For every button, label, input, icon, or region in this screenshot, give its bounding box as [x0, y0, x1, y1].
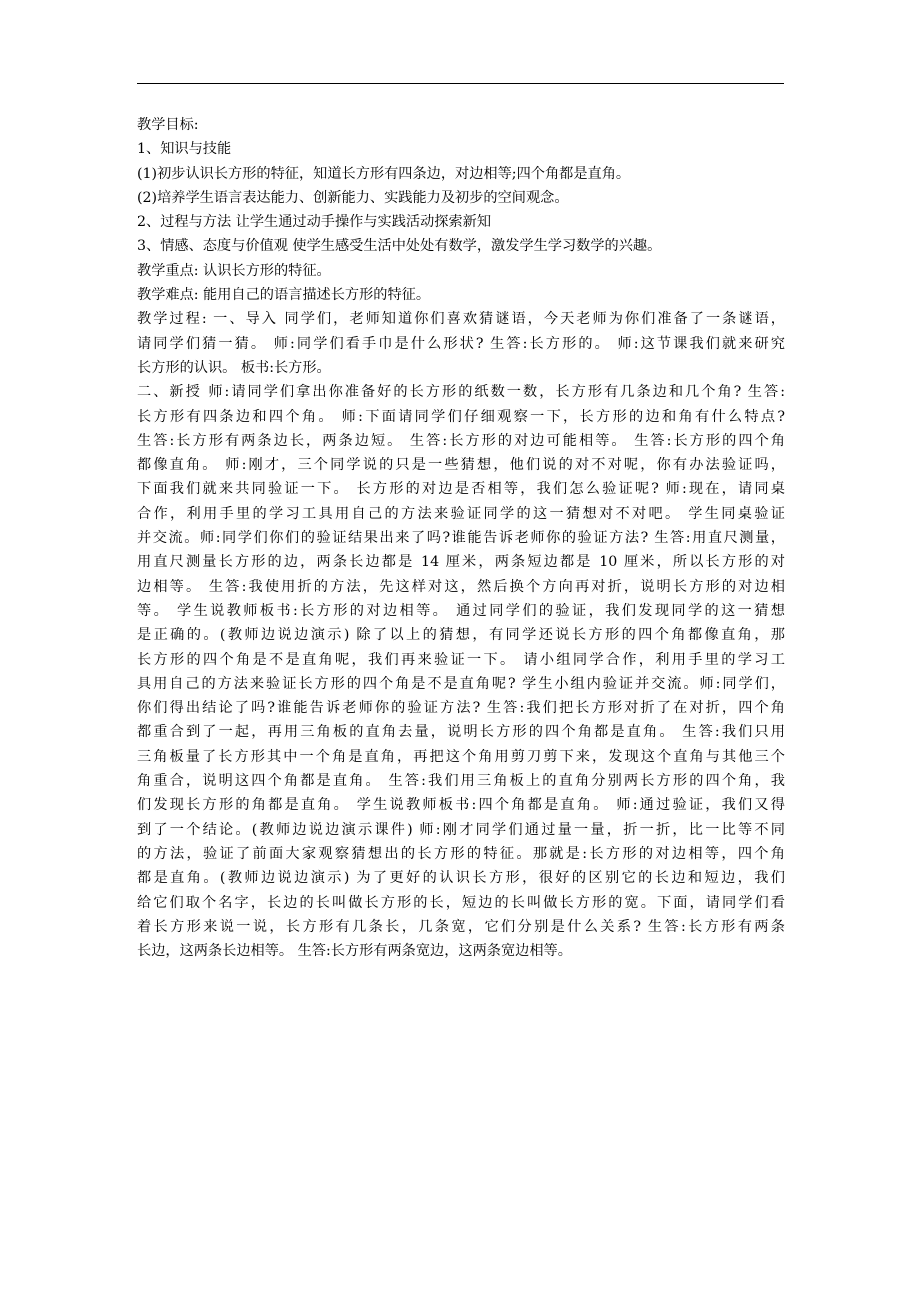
- text-line: 生答:长方形有两条边长，两条边短。 生答:长方形的对边可能相等。 生答:长方形的四个角: [137, 432, 785, 449]
- text-line: 着长方形来说一说，长方形有几条长，几条宽，它们分别是什么关系? 生答:长方形有两条: [137, 918, 785, 935]
- text-line: 3、情感、态度与价值观 使学生感受生活中处处有数学，激发学生学习数学的兴趣。: [137, 238, 662, 255]
- text-line: 都重合到了一起，再用三角板的直角去量，说明长方形的四个角都是直角。 生答:我们只用: [137, 724, 785, 741]
- text-line: 三角板量了长方形其中一个角是直角，再把这个角用剪刀剪下来，发现这个直角与其他三个: [137, 748, 785, 765]
- text-line: 教学难点: 能用自己的语言描述长方形的特征。: [137, 287, 431, 304]
- text-line: (1)初步认识长方形的特征，知道长方形有四条边，对边相等;四个角都是直角。: [137, 165, 631, 182]
- text-line: 都像直角。 师:刚才，三个同学说的只是一些猜想，他们说的对不对呢，你有办法验证吗，: [137, 457, 785, 474]
- text-line: 长方形的四个角是不是直角呢，我们再来验证一下。 请小组同学合作，利用手里的学习工: [137, 651, 785, 668]
- text-line: 教学过程: 一、导入 同学们，老师知道你们喜欢猜谜语，今天老师为你们准备了一条谜语，: [137, 311, 785, 328]
- text-line: 长方形的认识。 板书:长方形。: [137, 359, 331, 376]
- text-line: 请同学们猜一猜。 师:同学们看手巾是什么形状? 生答:长方形的。 师:这节课我们就来研究: [137, 335, 785, 352]
- text-line: 1、知识与技能: [137, 141, 232, 158]
- text-line: 教学目标:: [137, 117, 199, 133]
- text-line: 边相等。 生答:我使用折的方法，先这样对这，然后换个方向再对折，说明长方形的对边相: [137, 578, 785, 595]
- text-line: 2、过程与方法 让学生通过动手操作与实践活动探索新知: [137, 214, 492, 231]
- text-line: 的方法，验证了前面大家观察猜想出的长方形的特征。那就是:长方形的对边相等，四个角: [137, 845, 785, 862]
- text-line: 到了一个结论。(教师边说边演示课件) 师:刚才同学们通过量一量，折一折，比一比等不同: [137, 821, 785, 838]
- text-line: 你们得出结论了吗?谁能告诉老师你的验证方法? 生答:我们把长方形对折了在对折，四个角: [137, 700, 785, 717]
- text-line: 合作，利用手里的学习工具用自己的方法来验证同学的这一猜想对不对吧。 学生同桌验证: [137, 505, 785, 522]
- text-line: 长边，这两条长边相等。 生答:长方形有两条宽边，这两条宽边相等。: [137, 943, 572, 960]
- text-line: 用直尺测量长方形的边，两条长边都是 14 厘米，两条短边都是 10 厘米，所以长方形的对: [137, 554, 785, 571]
- text-line: 是正确的。(教师边说边演示) 除了以上的猜想，有同学还说长方形的四个角都像直角，那: [137, 627, 785, 644]
- lesson-plan-text: [137, 113, 785, 963]
- text-line: 长方形有四条边和四个角。 师:下面请同学们仔细观察一下，长方形的边和角有什么特点?: [137, 408, 785, 425]
- text-line: 们发现长方形的角都是直角。 学生说教师板书:四个角都是直角。 师:通过验证，我们又得: [137, 797, 785, 814]
- text-line: 具用自己的方法来验证长方形的四个角是不是直角呢? 学生小组内验证并交流。师:同学们，: [137, 675, 785, 692]
- text-line: 给它们取个名字，长边的长叫做长方形的长，短边的长叫做长方形的宽。下面，请同学们看: [137, 894, 785, 911]
- text-line: 并交流。师:同学们你们的验证结果出来了吗?谁能告诉老师你的验证方法? 生答:用直尺测量，: [137, 530, 785, 547]
- text-line: 下面我们就来共同验证一下。 长方形的对边是否相等，我们怎么验证呢? 师:现在，请同桌: [137, 481, 785, 498]
- text-line: 二、新授 师:请同学们拿出你准备好的长方形的纸数一数，长方形有几条边和几个角? 生答:: [137, 384, 785, 401]
- text-line: 都是直角。(教师边说边演示) 为了更好的认识长方形，很好的区别它的长边和短边，我们: [137, 870, 785, 887]
- header-rule: [137, 83, 784, 84]
- text-line: 教学重点: 认识长方形的特征。: [137, 262, 331, 279]
- text-line: 等。 学生说教师板书:长方形的对边相等。 通过同学们的验证，我们发现同学的这一猜想: [137, 602, 785, 619]
- text-line: 角重合，说明这四个角都是直角。 生答:我们用三角板上的直角分别两长方形的四个角，我: [137, 773, 785, 790]
- text-line: (2)培养学生语言表达能力、创新能力、实践能力及初步的空间观念。: [137, 189, 569, 206]
